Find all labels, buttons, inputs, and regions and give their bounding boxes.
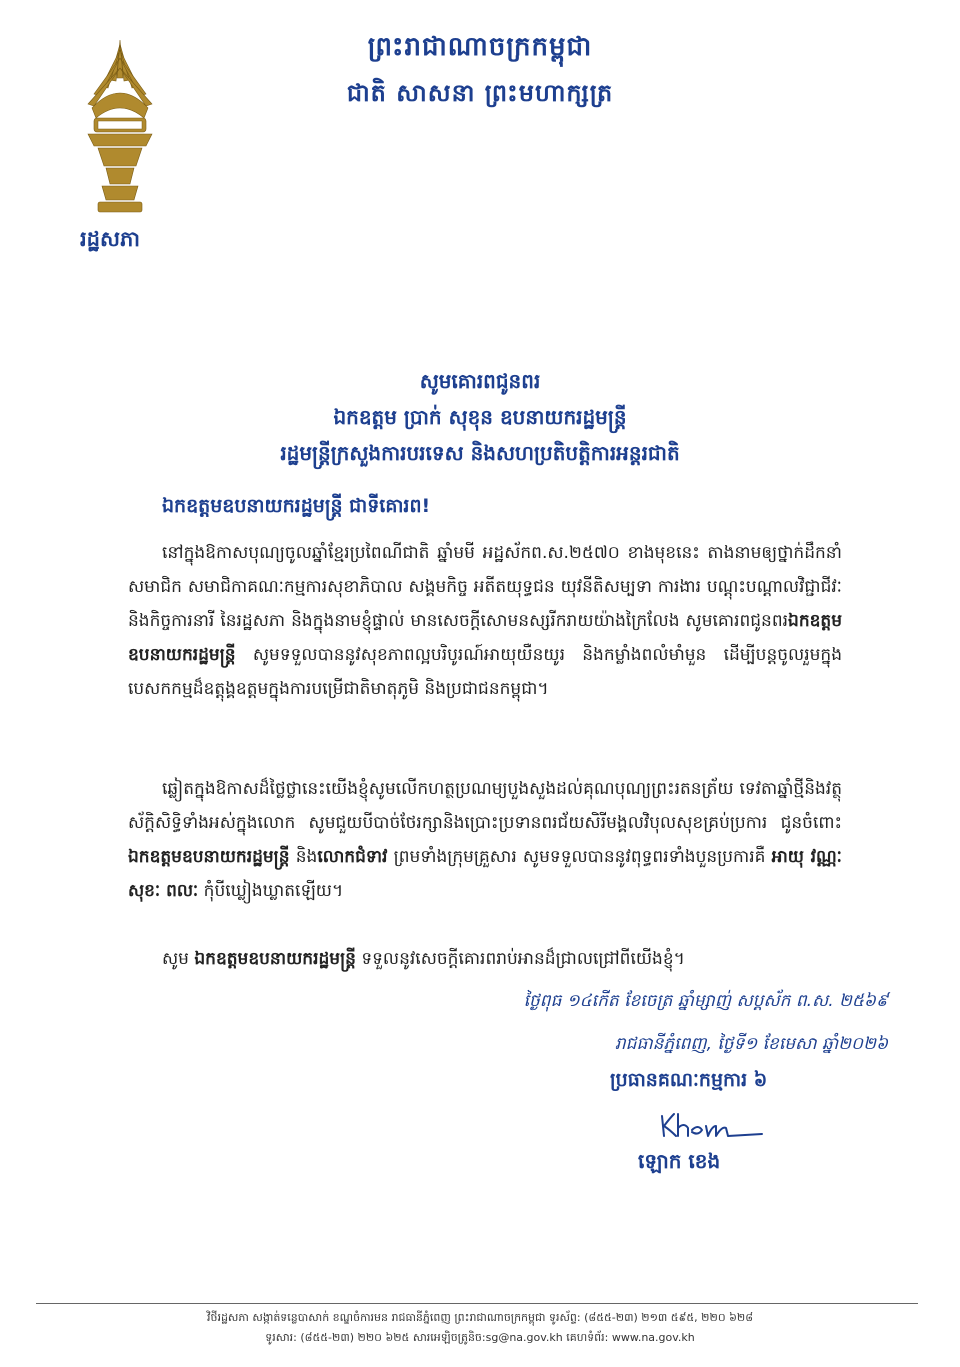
greeting-title: សូមគោរពជូនពរ	[419, 369, 541, 393]
paragraph-text: សូមទទួលបាននូវសុខភាពល្អបរិបូរណ៍អាយុយឺនយូរ និងកម្លាំងពលំមាំមួន ដើម្បីបន្តចូលរួមក្នុងបេសកកម្មដ៏ឧត្តុង្គឧត្តមក្នុងការបម្រើជាតិមាតុភូមិ និងប្រជាជនកម្ពុជា។	[128, 645, 842, 699]
paragraph-text: នៅក្នុងឱកាសបុណ្យចូលឆ្នាំខ្មែរប្រពៃណីជាតិ ឆ្នាំមមី អដ្ឋស័កព.ស.២៥៧០ ខាងមុខនេះ តាងនាមឲ្យថ្នាក់ដឹកនាំ សមាជិក សមាជិកាគណៈកម្មការសុខាភិបាល សង្គមកិច្ច អតីតយុទ្ធជន យុវនីតិសម្បទា ការងារ បណ្តុះបណ្តាលវិជ្ជាជីវៈ និងកិច្ចការនារី នៃរដ្ឋសភា និងក្នុងនាមខ្ញុំផ្ទាល់ មានសេចក្តីសោមនស្សរីករាយយ៉ាងក្រៃលែង សូមគោរពជូនពរ	[128, 543, 842, 631]
signer-position: ប្រធានគណៈកម្មការ ៦	[610, 1069, 768, 1091]
body-paragraph-1	[128, 536, 842, 706]
recipient-title-emphasis: ឯកឧត្តមឧបនាយករដ្ឋមន្ត្រី	[128, 847, 290, 867]
paragraph-text: ឆ្លៀតក្នុងឱកាសដ៏ថ្លៃថ្លានេះយើងខ្ញុំសូមលើកហត្ថប្រណម្យបួងសួងដល់គុណបុណ្យព្រះរតនត្រ័យ ទេវតាឆ្នាំថ្មីនិងវត្ថុស័ក្តិសិទ្ធិទាំងអស់ក្នុងលោក សូមជួយបីបាច់ថែរក្សានិងប្រោះប្រទានពរជ័យសិរីមង្គលវិបុលសុខគ្រប់ប្រការ ជូនចំពោះ	[128, 779, 842, 833]
national-motto: ជាតិ សាសនា ព្រះមហាក្សត្រ	[346, 79, 614, 107]
paragraph-text: ព្រមទាំងក្រុមគ្រួសារ សូមទទួលបាននូវពុទ្ធពរទាំងបួនប្រការគឺ	[387, 847, 772, 867]
signer-name: ឡោក ខេង	[638, 1149, 721, 1173]
footer-contact: ទូរសារ: (៨៥៥-២៣) ២២០ ៦២៥ សារអេឡិចត្រូនិច:sg@na.gov.kh គេហទំព័រ: www.na.gov.kh	[265, 1331, 695, 1344]
recipient-name: ឯកឧត្តម ប្រាក់ សុខុន ឧបនាយករដ្ឋមន្ត្រី	[333, 405, 627, 429]
signature-icon	[656, 1108, 766, 1144]
org-label: រដ្ឋសភា	[80, 227, 140, 251]
salutation: ឯកឧត្តមឧបនាយករដ្ឋមន្ត្រី ជាទីគោរព!	[162, 495, 431, 517]
footer-divider	[36, 1303, 918, 1304]
footer-address: វិថីរដ្ឋសភា សង្កាត់ទន្លេបាសាក់ ខណ្ឌចំការមន រាជធានីភ្នំពេញ ព្រះរាជាណាចក្រកម្ពុជា ទូរស័ព្ទ: (៨៥៥-២៣) ២១៣ ៥៩៥, ២២០ ៦២៨	[206, 1311, 753, 1324]
body-paragraph-3	[128, 942, 842, 976]
recipient-title-emphasis: ឯកឧត្តមឧបនាយករដ្ឋមន្ត្រី	[194, 949, 356, 969]
paragraph-text: សូម	[162, 949, 195, 969]
spouse-title-emphasis: លោកជំទាវ	[317, 847, 388, 867]
paragraph-text: និង	[289, 847, 318, 867]
paragraph-text: កុំបីឃ្លៀងឃ្លាតឡើយ។	[198, 881, 344, 901]
body-paragraph-2	[128, 772, 842, 908]
blessings-emphasis: អាយុ វណ្ណៈ សុខៈ ពលៈ	[128, 847, 842, 901]
recipient-title-emphasis: ឯកឧត្តមឧបនាយករដ្ឋមន្ត្រី	[128, 611, 842, 665]
recipient-position: រដ្ឋមន្ត្រីក្រសួងការបរទេស និងសហប្រតិបត្តិការអន្តរជាតិ	[280, 441, 680, 465]
solar-date: រាជធានីភ្នំពេញ, ថ្ងៃទី១ ខែមេសា ឆ្នាំ២០២៦	[614, 1034, 888, 1054]
kingdom-heading: ព្រះរាជាណាចក្រកម្ពុជា	[367, 32, 593, 62]
paragraph-text: ទទួលនូវសេចក្តីគោរពរាប់អានដ៏ជ្រាលជ្រៅពីយើងខ្ញុំ។	[355, 949, 685, 969]
lunar-date: ថ្ងៃពុធ ១៤កើត ខែចេត្រ ឆ្នាំម្សាញ់ សប្តស័ក ព.ស. ២៥៦៩	[523, 991, 888, 1011]
